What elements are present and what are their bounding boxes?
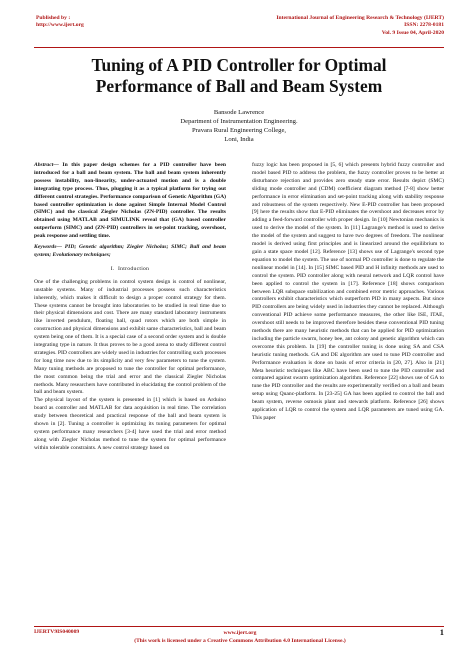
title-line-1: Tuning of A PID Controller for Optimal: [91, 55, 387, 75]
paper-id: IJERTV9IS040009: [34, 629, 80, 635]
footer-center: [110, 629, 370, 645]
journal-issn: ISSN: 2278-0181: [404, 22, 444, 29]
author-block: [34, 109, 444, 145]
publisher-label: Published by :: [36, 15, 71, 21]
intro-paragraph-3: fuzzy logic has been proposed in [5, 6] which presents hybrid fuzzy controller and model based PID to address the problem, the fuzzy controller proves to be better at disturbance rejection and provides zero steady state error. Results depict (SMC) sliding mode controller and (CDM) coefficient diagram method [7-8] show better performance in error elimination and set-point tracking along with stability response and robustness of the system respectively. New E-PID controller has been proposed [9] here the results show that E-PID eliminates the overshoot and decreases error by adding a feed-forward controller with proper design. In [10] Newtonian mechanics is used to derive the model of the system. In [11] Lagrange's method is used to derive the model of the system and suggest to have two degrees of freedom. The nonlinear model is derived using first principles and is linearized around the equilibrium to gain a state space model [12]. Reference [13] shows use of Lagrange's second type equation to model the system. The use of normal PD controller is done to regulate the nonlinear model in [14]. In [15] SIMC based PID and H infinity methods are used to control the system. PID controller along with neural network and LQR control have been applied to control the system in [17]. Reference [18] shows comparison between LQR subspace stabilization and combined error metric approaches. Various controllers exhibit characteristics which outperform PID in many aspects. But since PID controllers are being widely used in industries they cannot be replaced. Although conventional PID achieve some performance measures, the other like ISE, ITAE, overshoot still needs to be improved therefore besides these conventional PID tuning methods there are many heuristic methods that can be applied for PID optimization including the particle swarm, honey bee, ant colony and genetic algorithm which can overcome this problem. In [19] the controller tuning is done using SA and CSA heuristic tuning methods. GA and DE algorithm are used to tune PID controller and Performance evaluation is done on basis of error criteria in [20, 27]. Also in [21] Meta heuristic techniques like ABC have been used to tune the PID controller and compared against swarm optimization algorithm. Reference [22] shows use of GA to tune the PID controller and the results are experimentally verified on a ball and beam setup using Quanc-platform. In [23-25] GA has been applied to control the ball and beam system, reverse osmosis plant and stewards platform. Reference [26] shows application of LQR to control the system and LQR parameters are tuned using GA. This paper: [252, 162, 444, 421]
author-college: Pravara Rural Engineering College,: [191, 126, 287, 134]
abstract: [34, 162, 226, 241]
journal-url[interactable]: http://www.ijert.org: [36, 22, 84, 29]
header-divider: [34, 47, 444, 48]
title-line-2: Performance of Ball and Beam System: [95, 76, 383, 96]
journal-name: International Journal of Engineering Research & Technology (IJERT): [276, 15, 444, 21]
author-department: Department of Instrumentation Engineering.: [180, 117, 298, 125]
abstract-text: In this paper design schemes for a PID controller have been introduced for a ball and beam system. The ball and beam system inherently possess instability, non-linearity, under-actuated motion and is a double integrating type process. Thus, plugging it as a typical platform for trying out different control strategies. Performance comparison of Genetic Algorithm (GA) based controller optimization is done against Simple Internal Model Control (SIMC) and the classical Ziegler Nicholas (ZN-PID) controller. The results obtained using MATLAB and SIMULINK reveal that (GA) based controller outperform (SIMC) and (ZN-PID) controllers in set-point tracking, overshoot, peak response and settling time.: [34, 162, 226, 240]
author-location: Loni, India: [224, 135, 254, 143]
intro-paragraph-1: One of the challenging problems in control system design is control of nonlinear, unstable systems. Many of industrial processes possess such characteristics inherently, which makes it difficult to design a proper control strategy for them. These systems cannot be brought into laboratories to be studied in real time due to their physical dimensions and cost. There are many standard laboratory instruments like inverted pendulum, floating ball, quad rotors which are both simple in construction and physical dimensions and exhibit same characteristics, ball and beam system being one of them. It is a special case of a second order system and is double integrating type in nature. It thus proves to be a good arena to study different control strategies. PID controllers are widely used in industries for controlling such processes for long time now due to its simplicity and very few parameters to tune the system. Many tuning methods are proposed to tune the controller for optimal performance, the most common being the trial and error and the classical Ziegler Nicholas methods. Many researchers have contributed in elucidating the control problem of the ball and beam system.: [34, 278, 227, 396]
footer-divider: [34, 626, 444, 627]
license-note: (This work is licensed under a Creative Commons Attribution 4.0 International License.): [134, 638, 346, 644]
intro-paragraph-2: The physical layout of the system is presented in [1] which is based on Arduino board as controller and MATLAB for data acquisition in real time. The correlation study between theoretical and practical response of the ball and beam system is shown in [2]. Tuning a controller is optimizing its tuning parameters for optimal system performance many researchers [3-4] have used the trial and error method along with Ziegler Nicholas method to tune the system for optimal performance within tolerable constraints. A new control strategy based on: [34, 397, 226, 451]
paper-title: [34, 55, 444, 97]
author-name: Bansode Lawrence: [213, 109, 265, 116]
section-heading-introduction: [34, 266, 226, 274]
journal-volume: Vol. 9 Issue 04, April-2020: [381, 29, 444, 36]
page-number: 1: [439, 627, 444, 637]
section-numeral: I.: [110, 265, 115, 272]
abstract-label: Abstract—: [34, 162, 59, 168]
left-column: [34, 162, 226, 453]
right-column: [252, 162, 444, 423]
journal-info: [226, 15, 444, 37]
section-title: Introduction: [118, 265, 150, 272]
keywords: Keywords— PID; Genetic algorithm; Ziegler Nicholas; SIMC; Ball and beam system; Evolutionary techniques;: [34, 244, 226, 258]
footer-url[interactable]: www.ijert.org: [223, 630, 257, 636]
publisher-info: [36, 15, 84, 30]
